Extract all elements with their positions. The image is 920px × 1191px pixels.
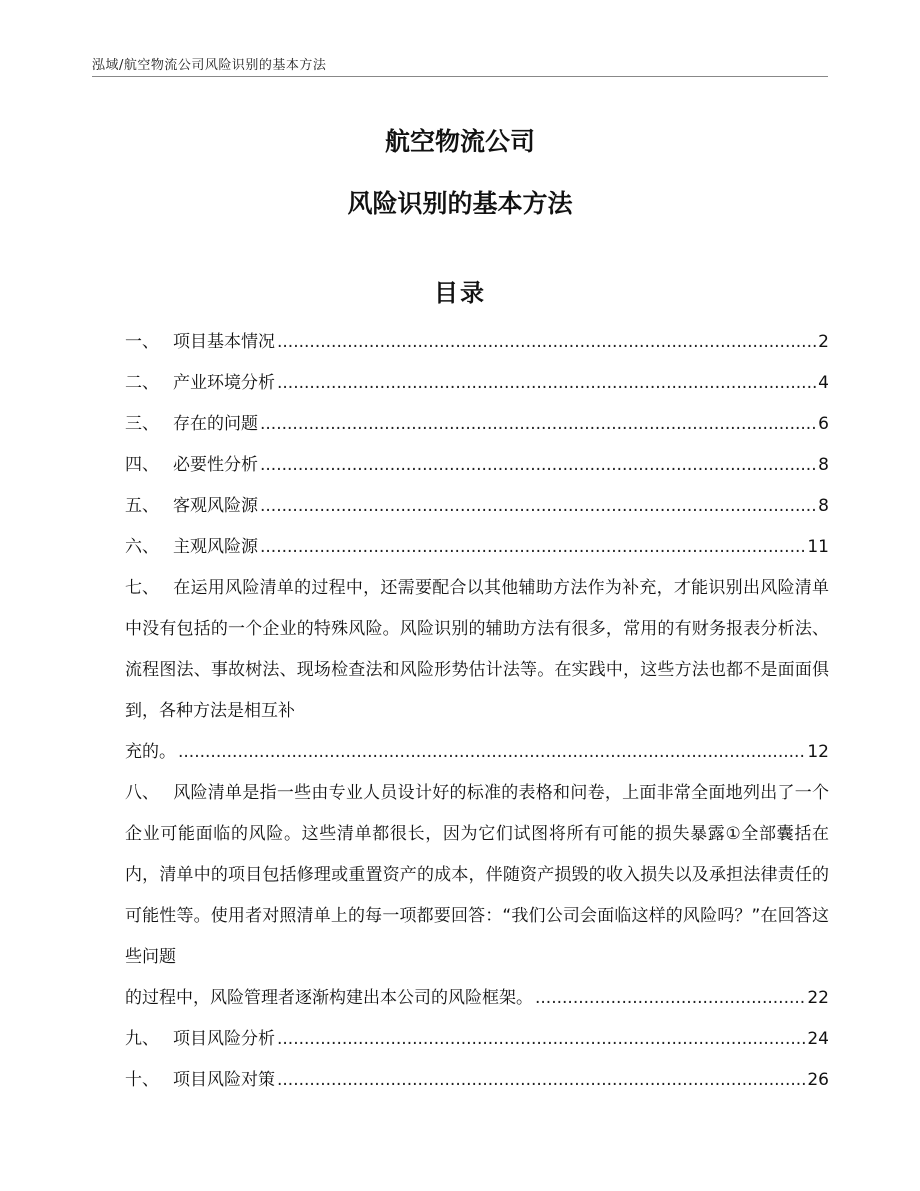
toc-entry-page: 2 bbox=[818, 332, 829, 352]
toc-entry[interactable] bbox=[125, 445, 829, 486]
toc-leader-dots bbox=[260, 486, 816, 527]
toc-entry[interactable] bbox=[125, 404, 829, 445]
toc-leader-dots bbox=[277, 363, 816, 404]
toc-entry-label: 在运用风险清单的过程中，还需要配合以其他辅助方法作为补充，才能识别出风险清单中没有包括的一个企业的特殊风险。风险识别的辅助方法有很多，常用的有财务报表分析法、流程图法、事故树法、现场检查法和风险形势估计法等。在实践中，这些方法也都不是面面俱到，各种方法是相互补 bbox=[125, 578, 829, 721]
toc-leader-dots bbox=[260, 527, 805, 568]
toc-entry-page: 4 bbox=[818, 373, 829, 393]
toc-entry-number: 十、 bbox=[125, 1070, 159, 1090]
toc-entry-number: 八、 bbox=[125, 783, 159, 803]
toc-entry-label: 项目风险对策 bbox=[173, 1070, 275, 1090]
table-of-contents bbox=[125, 322, 829, 1101]
toc-entry-number: 七、 bbox=[125, 578, 159, 598]
toc-leader-dots bbox=[277, 1060, 805, 1101]
toc-entry-label: 风险清单是指一些由专业人员设计好的标准的表格和问卷，上面非常全面地列出了一个企业可能面临的风险。这些清单都很长，因为它们试图将所有可能的损失暴露①全部囊括在内，清单中的项目包括修理或重置资产的成本，伴随资产损毁的收入损失以及承担法律责任的可能性等。使用者对照清单上的每一项都要回答：“我们公司会面临这样的风险吗？”在回答这些问题 bbox=[125, 783, 829, 967]
toc-entry-label: 产业环境分析 bbox=[173, 373, 275, 393]
toc-entry-number: 九、 bbox=[125, 1029, 159, 1049]
toc-entry-page: 8 bbox=[818, 455, 829, 475]
toc-entry[interactable] bbox=[125, 773, 829, 1019]
toc-leader-dots bbox=[178, 732, 805, 773]
toc-entry-label: 客观风险源 bbox=[173, 496, 258, 516]
toc-entry-number: 四、 bbox=[125, 455, 159, 475]
toc-leader-dots bbox=[260, 445, 816, 486]
toc-leader-dots bbox=[277, 1019, 805, 1060]
header-divider bbox=[92, 76, 828, 77]
document-title-line1: 航空物流公司 bbox=[384, 127, 535, 156]
toc-entry[interactable] bbox=[125, 363, 829, 404]
toc-entry-page: 26 bbox=[807, 1070, 829, 1090]
toc-entry[interactable] bbox=[125, 1019, 829, 1060]
toc-entry-label: 存在的问题 bbox=[173, 414, 258, 434]
toc-entry-page: 6 bbox=[818, 414, 829, 434]
toc-entry-number: 三、 bbox=[125, 414, 159, 434]
running-header: 泓域/航空物流公司风险识别的基本方法 bbox=[92, 58, 327, 73]
toc-entry-label-tail: 充的。 bbox=[125, 742, 176, 762]
toc-entry-page: 22 bbox=[807, 988, 829, 1008]
toc-entry-body bbox=[125, 568, 829, 732]
toc-entry-label: 项目风险分析 bbox=[173, 1029, 275, 1049]
toc-entry-page: 12 bbox=[807, 742, 829, 762]
toc-entry[interactable] bbox=[125, 486, 829, 527]
toc-entry-last-line bbox=[125, 732, 829, 773]
toc-entry[interactable] bbox=[125, 568, 829, 773]
toc-entry-page: 24 bbox=[807, 1029, 829, 1049]
toc-entry-last-line bbox=[125, 978, 829, 1019]
toc-entry-number: 五、 bbox=[125, 496, 159, 516]
document-title-line2: 风险识别的基本方法 bbox=[347, 189, 573, 218]
toc-leader-dots bbox=[260, 404, 816, 445]
toc-leader-dots bbox=[535, 978, 805, 1019]
toc-entry-label: 主观风险源 bbox=[173, 537, 258, 557]
toc-entry-number: 一、 bbox=[125, 332, 159, 352]
toc-entry-body bbox=[125, 773, 829, 978]
toc-entry-page: 8 bbox=[818, 496, 829, 516]
toc-entry-label-tail: 的过程中，风险管理者逐渐构建出本公司的风险框架。 bbox=[125, 988, 533, 1008]
toc-heading: 目录 bbox=[434, 279, 486, 307]
toc-entry-label: 必要性分析 bbox=[173, 455, 258, 475]
toc-entry[interactable] bbox=[125, 322, 829, 363]
toc-entry-number: 二、 bbox=[125, 373, 159, 393]
toc-entry-page: 11 bbox=[807, 537, 829, 557]
toc-entry-number: 六、 bbox=[125, 537, 159, 557]
toc-leader-dots bbox=[277, 322, 816, 363]
toc-entry-label: 项目基本情况 bbox=[173, 332, 275, 352]
toc-entry[interactable] bbox=[125, 527, 829, 568]
toc-entry[interactable] bbox=[125, 1060, 829, 1101]
